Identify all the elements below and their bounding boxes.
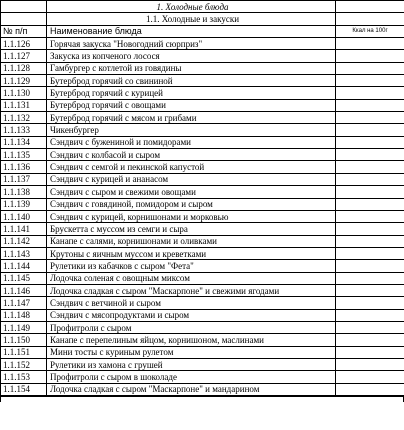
header-name: Наименование блюда: [47, 25, 336, 37]
item-kcal: [336, 309, 404, 321]
item-kcal: [336, 371, 404, 383]
item-name: Сэндвич с сыром и свежими овощами: [47, 186, 336, 198]
item-name: Горячая закуска "Новогодний сюрприз": [47, 38, 336, 50]
item-number: 1.1.143: [1, 247, 47, 259]
item-number: 1.1.137: [1, 173, 47, 185]
item-kcal: [336, 38, 404, 50]
item-number: 1.1.136: [1, 161, 47, 173]
item-kcal: [336, 186, 404, 198]
item-kcal: [336, 62, 404, 74]
item-name: Лодочка сладкая с сыром "Маскарпоне" и свежими ягодами: [47, 284, 336, 296]
item-name: Чикенбургер: [47, 124, 336, 136]
table-row: [1, 186, 404, 198]
item-number: 1.1.138: [1, 186, 47, 198]
table-row: [1, 62, 404, 74]
item-name: Лодочка сладкая с сыром "Маскарпоне" и мандарином: [47, 383, 336, 395]
item-kcal: [336, 173, 404, 185]
header-kcal: Ккал на 100г: [336, 25, 404, 37]
table-row: [1, 334, 404, 346]
table-row: [1, 235, 404, 247]
item-kcal: [336, 149, 404, 161]
item-number: 1.1.129: [1, 75, 47, 87]
header-row: [1, 25, 404, 37]
item-name: Сэндвич с курицей и ананасом: [47, 173, 336, 185]
table-row: [1, 99, 404, 111]
table-row: [1, 87, 404, 99]
item-name: Гамбургер с котлетой из говядины: [47, 62, 336, 74]
item-name: Закуска из копченого лосося: [47, 50, 336, 62]
item-number: 1.1.130: [1, 87, 47, 99]
item-kcal: [336, 50, 404, 62]
item-number: 1.1.146: [1, 284, 47, 296]
subcategory-left-cell: [1, 13, 47, 25]
table-row: [1, 173, 404, 185]
item-number: 1.1.141: [1, 223, 47, 235]
item-name: Сэндвич с курицей, корнишонами и морковью: [47, 210, 336, 222]
item-kcal: [336, 235, 404, 247]
item-number: 1.1.127: [1, 50, 47, 62]
table-row: [1, 358, 404, 370]
item-kcal: [336, 210, 404, 222]
item-kcal: [336, 272, 404, 284]
table-row: [1, 297, 404, 309]
item-kcal: [336, 87, 404, 99]
item-name: Бутерброд горячий со свининой: [47, 75, 336, 87]
item-name: Сэндвич с ветчиной и сыром: [47, 297, 336, 309]
item-name: Лодочка соленая с овощным миксом: [47, 272, 336, 284]
table-row: [1, 284, 404, 296]
table-row: [1, 50, 404, 62]
item-name: Профитроли с сыром: [47, 321, 336, 333]
item-kcal: [336, 321, 404, 333]
table-row: [1, 346, 404, 358]
item-number: 1.1.145: [1, 272, 47, 284]
item-name: Бутерброд горячий с овощами: [47, 99, 336, 111]
item-kcal: [336, 247, 404, 259]
item-number: 1.1.128: [1, 62, 47, 74]
item-kcal: [336, 346, 404, 358]
item-number: 1.1.153: [1, 371, 47, 383]
category-right-cell: [336, 1, 404, 13]
item-kcal: [336, 284, 404, 296]
item-kcal: [336, 99, 404, 111]
item-kcal: [336, 161, 404, 173]
item-number: 1.1.149: [1, 321, 47, 333]
item-kcal: [336, 223, 404, 235]
category-title: 1. Холодные блюда: [47, 1, 336, 13]
table-row: [1, 38, 404, 50]
table-row: [1, 321, 404, 333]
subcategory-row: [1, 13, 404, 25]
item-name: Сэндвич с говядиной, помидором и сыром: [47, 198, 336, 210]
table-row: [1, 210, 404, 222]
item-name: Бутерброд горячий с мясом и грибами: [47, 112, 336, 124]
table-row: [1, 383, 404, 395]
table-row: [1, 112, 404, 124]
subcategory-title: 1.1. Холодные и закуски: [47, 13, 336, 25]
item-kcal: [336, 383, 404, 395]
table-row: [1, 161, 404, 173]
table-row: [1, 309, 404, 321]
table-row: [1, 124, 404, 136]
table-row: [1, 136, 404, 148]
item-number: 1.1.134: [1, 136, 47, 148]
item-number: 1.1.154: [1, 383, 47, 395]
subcategory-right-cell: [336, 13, 404, 25]
item-kcal: [336, 112, 404, 124]
table-row: [1, 75, 404, 87]
item-name: Рулетики из кабачков с сыром "Фета": [47, 260, 336, 272]
item-kcal: [336, 297, 404, 309]
item-number: 1.1.131: [1, 99, 47, 111]
item-name: Канапе с салями, корнишонами и оливками: [47, 235, 336, 247]
menu-table-body: [1, 1, 404, 396]
table-row: [1, 149, 404, 161]
item-number: 1.1.139: [1, 198, 47, 210]
item-kcal: [336, 75, 404, 87]
item-number: 1.1.147: [1, 297, 47, 309]
item-number: 1.1.132: [1, 112, 47, 124]
item-kcal: [336, 334, 404, 346]
item-number: 1.1.152: [1, 358, 47, 370]
item-name: Рулетики из хамона с грушей: [47, 358, 336, 370]
item-number: 1.1.150: [1, 334, 47, 346]
table-row: [1, 371, 404, 383]
item-number: 1.1.148: [1, 309, 47, 321]
item-name: Канапе с перепелиным яйцом, корнишоном, маслинами: [47, 334, 336, 346]
item-name: Профитроли с сыром в шоколаде: [47, 371, 336, 383]
item-number: 1.1.151: [1, 346, 47, 358]
next-row-stub: [0, 396, 404, 402]
table-row: [1, 247, 404, 259]
item-number: 1.1.144: [1, 260, 47, 272]
header-number: № п/п: [1, 25, 47, 37]
table-row: [1, 198, 404, 210]
item-name: Крутоны с яичным муссом и креветками: [47, 247, 336, 259]
item-name: Мини тосты с куриным рулетом: [47, 346, 336, 358]
item-number: 1.1.140: [1, 210, 47, 222]
item-number: 1.1.126: [1, 38, 47, 50]
table-row: [1, 223, 404, 235]
table-row: [1, 260, 404, 272]
item-kcal: [336, 136, 404, 148]
item-number: 1.1.133: [1, 124, 47, 136]
category-row: [1, 1, 404, 13]
item-name: Сэндвич с мясопродуктами и сыром: [47, 309, 336, 321]
item-kcal: [336, 198, 404, 210]
item-kcal: [336, 124, 404, 136]
item-kcal: [336, 358, 404, 370]
item-name: Сэндвич с семгой и пекинской капустой: [47, 161, 336, 173]
item-number: 1.1.135: [1, 149, 47, 161]
item-name: Сэндвич с колбасой и сыром: [47, 149, 336, 161]
table-row: [1, 272, 404, 284]
category-left-cell: [1, 1, 47, 13]
item-name: Бутерброд горячий с курицей: [47, 87, 336, 99]
item-name: Сэндвич с бужениной и помидорами: [47, 136, 336, 148]
item-kcal: [336, 260, 404, 272]
item-name: Брускетта с муссом из семги и сыра: [47, 223, 336, 235]
item-number: 1.1.142: [1, 235, 47, 247]
